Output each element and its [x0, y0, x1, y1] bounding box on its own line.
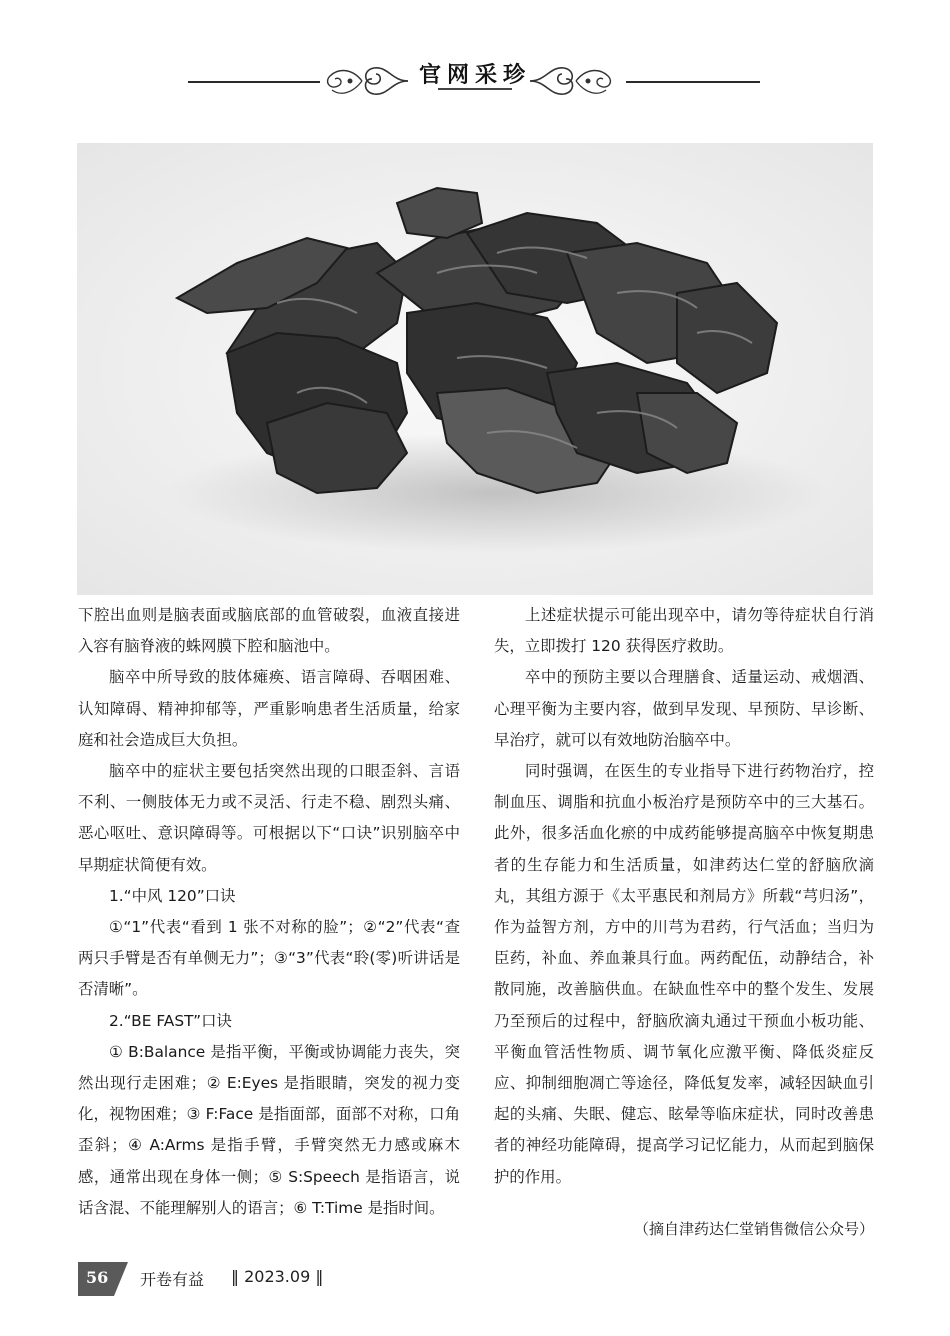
paragraph: 卒中的预防主要以合理膳食、适量运动、戒烟酒、心理平衡为主要内容，做到早发现、早预防、早诊断、早治疗，就可以有效地防治脑卒中。 [494, 668, 874, 749]
section-title: 官网采珍 [418, 62, 531, 88]
flourish-ornament-right [528, 58, 616, 104]
source-note: （摘自津药达仁堂销售微信公众号） [633, 1220, 874, 1238]
magazine-name: 开卷有益 [140, 1270, 205, 1289]
paragraph: 下腔出血则是脑表面或脑底部的血管破裂，血液直接进入容有脑脊液的蛛网膜下腔和脑池中。 [78, 606, 460, 656]
dried-herb-slices-photo [77, 143, 873, 595]
paragraph: ①“1”代表“看到 1 张不对称的脸”；②“2”代表“查两只手臂是否有单侧无力”；③“3”代表“聆(零)听讲话是否清晰”。 [78, 918, 460, 999]
header-rule-right [626, 81, 760, 83]
left-text-column [78, 600, 460, 1224]
flourish-ornament-left [322, 58, 410, 104]
title-underline [438, 88, 512, 90]
paragraph: 脑卒中所导致的肢体瘫痪、语言障碍、吞咽困难、认知障碍、精神抑郁等，严重影响患者生活质量，给家庭和社会造成巨大负担。 [78, 668, 460, 749]
subheading: 2.“BE FAST”口诀 [109, 1011, 232, 1030]
right-text-column [494, 600, 874, 1193]
paragraph: 上述症状提示可能出现卒中，请勿等待症状自行消失，立即拨打 120 获得医疗救助。 [494, 606, 874, 656]
page-header [0, 50, 950, 110]
paragraph: 同时强调，在医生的专业指导下进行药物治疗，控制血压、调脂和抗血小板治疗是预防卒中的三大基石。此外，很多活血化瘀的中成药能够提高脑卒中恢复期患者的生存能力和生活质量，如津药达仁堂的舒脑欣滴丸，其组方源于《太平惠民和剂局方》所载“芎归汤”，作为益智方剂，方中的川芎为君药，行气活血；当归为臣药，补血、养血兼具行血。两药配伍，动静结合，补散同施，改善脑供血。在缺血性卒中的整个发生、发展乃至预后的过程中，舒脑欣滴丸通过干预血小板功能、平衡血管活性物质、调节氧化应激平衡、降低炎症反应、抑制细胞凋亡等途径，降低复发率，减轻因缺血引起的头痛、失眠、健忘、眩晕等临床症状，同时改善患者的神经功能障碍，提高学习记忆能力，从而起到脑保护的作用。 [494, 762, 874, 1186]
paragraph: 脑卒中的症状主要包括突然出现的口眼歪斜、言语不利、一侧肢体无力或不灵活、行走不稳、剧烈头痛、恶心呕吐、意识障碍等。可根据以下“口诀”识别脑卒中早期症状简便有效。 [78, 762, 460, 874]
issue-number: ‖ 2023.09 ‖ [231, 1267, 324, 1286]
paragraph: ① B:Balance 是指平衡，平衡或协调能力丧失，突然出现行走困难；② E:Eyes 是指眼睛，突发的视力变化，视物困难；③ F:Face 是指面部，面部不对称，口角歪斜；④ A:Arms 是指手臂，手臂突然无力感或麻木感，通常出现在身体一侧；⑤ S:Speech 是指语言，说话含混、不能理解别人的语言；⑥ T:Time 是指时间。 [78, 1042, 460, 1217]
subheading: 1.“中风 120”口诀 [109, 886, 236, 905]
page-number: 56 [86, 1268, 109, 1287]
header-rule-left [188, 81, 320, 83]
